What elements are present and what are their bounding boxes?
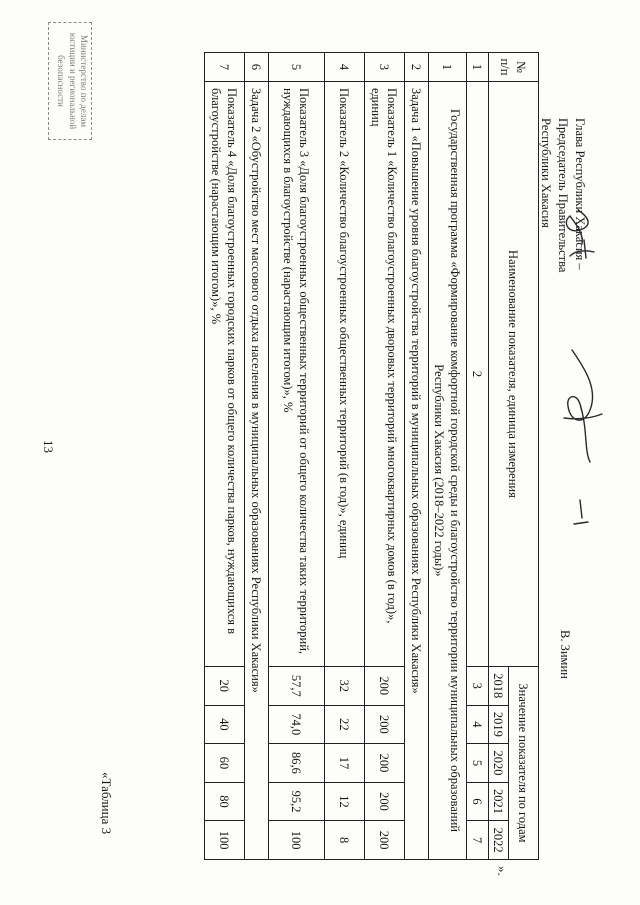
header-name: Наименование показателя, единица измерения (489, 81, 539, 666)
indicator-name: Показатель 4 «Доля благоустроенных городских парков от общего количества парков, нуждающихся в благоустройстве (нарастающим итогом)», % (205, 81, 245, 666)
indicator-value: 22 (325, 705, 365, 744)
header-values-group: Значение показателя по годам (509, 666, 539, 859)
row-number: 3 (365, 53, 405, 82)
table-label: «Таблица 3 (99, 772, 114, 835)
indicator-value: 200 (365, 821, 405, 860)
header-year: 2018 (489, 666, 509, 705)
column-number: 5 (467, 744, 489, 783)
indicators-table (204, 52, 539, 860)
column-number: 4 (467, 705, 489, 744)
table-row (405, 53, 429, 860)
column-number: 6 (467, 782, 489, 821)
header-year: 2019 (489, 705, 509, 744)
indicator-value: 200 (365, 782, 405, 821)
stamp-line: безопасности (56, 55, 67, 107)
indicator-name: Показатель 3 «Доля благоустроенных общественных территорий от общего количества таких территорий, нуждающихся в благоустройстве (нарастающим итогом)», % (269, 81, 325, 666)
table-row (245, 53, 269, 860)
signer-name: В. Зимин (558, 630, 572, 679)
indicator-value: 100 (269, 821, 325, 860)
header-no: № п/п (489, 53, 539, 82)
column-number: 7 (467, 821, 489, 860)
row-number: 1 (429, 53, 467, 82)
indicator-value: 74,0 (269, 705, 325, 744)
table-row (365, 53, 405, 860)
row-number: 4 (325, 53, 365, 82)
indicator-value: 8 (325, 821, 365, 860)
indicator-value: 200 (365, 705, 405, 744)
page-number: 13 (41, 440, 56, 453)
task-title: Задача 1 «Повышение уровня благоустройства территорий в муниципальных образованиях Республики Хакасия» (405, 81, 429, 859)
table-row (205, 53, 245, 860)
indicator-value: 17 (325, 744, 365, 783)
column-number: 2 (467, 81, 489, 666)
signatory-title-line: Глава Республики Хакасия – (573, 118, 587, 270)
indicator-name: Показатель 1 «Количество благоустроенных дворовых территорий многоквартирных домов (в год)», единиц (365, 81, 405, 666)
indicator-value: 200 (365, 744, 405, 783)
table-header-row (509, 53, 539, 860)
column-numbers-row (467, 53, 489, 860)
row-number: 6 (245, 53, 269, 82)
indicator-value: 60 (205, 744, 245, 783)
table-row (429, 53, 467, 860)
indicator-value: 12 (325, 782, 365, 821)
row-number: 5 (269, 53, 325, 82)
indicator-value: 100 (205, 821, 245, 860)
header-year: 2020 (489, 744, 509, 783)
indicator-value: 57,7 (269, 666, 325, 705)
indicator-value: 80 (205, 782, 245, 821)
column-number: 3 (467, 666, 489, 705)
stamp-line: юстиции и региональной (67, 32, 78, 130)
signatory-title-line: Республики Хакасия (539, 118, 554, 228)
header-year: 2022 (489, 821, 509, 860)
indicator-value: 20 (205, 666, 245, 705)
indicator-name: Показатель 2 «Количество благоустроенных общественных территорий (в год)», единиц (325, 81, 365, 666)
handwritten-signature (550, 200, 620, 580)
registration-stamp (48, 22, 92, 140)
indicator-value: 40 (205, 705, 245, 744)
table-row (269, 53, 325, 860)
program-title: Государственная программа «Формирование комфортной городской среды и благоустройство территории муниципальных образований Республики Хакасия (2018–2022 годы)» (429, 81, 467, 859)
stamp-line: Министерство по делам (79, 34, 89, 128)
signatory-title-line: Председатель Правительства (556, 118, 571, 273)
closing-quote: ». (495, 866, 510, 876)
indicator-value: 32 (325, 666, 365, 705)
header-year: 2021 (489, 782, 509, 821)
table-row (325, 53, 365, 860)
indicator-value: 95,2 (269, 782, 325, 821)
indicator-value: 200 (365, 666, 405, 705)
task-title: Задача 2 «Обустройство мест массового отдыха населения в муниципальных образованиях Республики Хакасия» (245, 81, 269, 859)
row-number: 2 (405, 53, 429, 82)
row-number: 7 (205, 53, 245, 82)
indicator-value: 86,6 (269, 744, 325, 783)
column-number: 1 (467, 53, 489, 82)
